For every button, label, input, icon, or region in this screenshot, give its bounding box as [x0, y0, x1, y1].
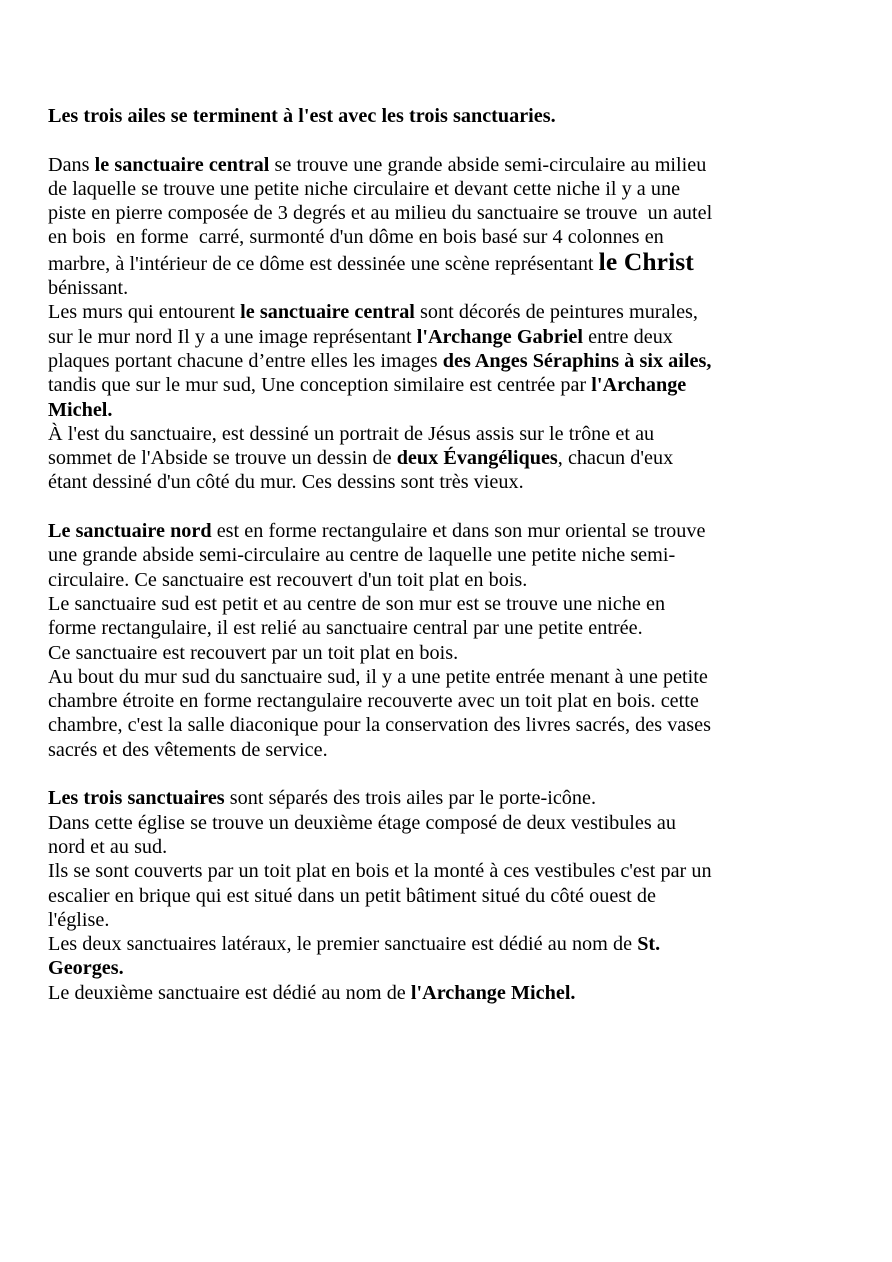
text-run: Les trois sanctuaires [48, 787, 225, 810]
text-line [48, 225, 830, 249]
text-line [48, 201, 830, 225]
blank-line-3 [48, 762, 830, 786]
text-line [48, 568, 830, 592]
text-run: l'Archange [591, 374, 687, 397]
text-line [48, 422, 830, 446]
text-run: entre deux [583, 325, 673, 348]
text-line [48, 470, 830, 494]
text-run: sacrés et des vêtements de service. [48, 738, 328, 761]
text-run: le sanctuaire central [94, 153, 270, 176]
text-line [48, 543, 830, 567]
text-line [48, 932, 830, 956]
text-line [48, 592, 830, 616]
text-run: Au bout du mur sud du sanctuaire sud, il y a une petite entrée menant à une petite [48, 665, 708, 688]
text-run: deux Évangéliques [396, 447, 558, 470]
text-line [48, 616, 830, 640]
text-run: Dans [48, 153, 95, 176]
text-run: marbre, à l'intérieur de ce dôme est dessinée une scène représentant [48, 252, 599, 275]
text-line [48, 738, 830, 762]
text-line [48, 859, 830, 883]
text-run: le Christ [598, 246, 694, 276]
document-heading [48, 104, 830, 128]
text-line [48, 811, 830, 835]
text-run: circulaire. Ce sanctuaire est recouvert d'un toit plat en bois. [48, 568, 528, 591]
text-run: forme rectangulaire, il est relié au sanctuaire central par une petite entrée. [48, 617, 643, 640]
text-line [48, 398, 830, 422]
text-run: Michel. [48, 398, 113, 421]
text-run: St. [637, 933, 661, 956]
text-run: Georges. [48, 957, 124, 980]
text-run: Ils se sont couverts par un toit plat en bois et la monté à ces vestibules c'est par un [48, 860, 712, 883]
text-line [48, 246, 830, 276]
text-run: l'église. [48, 908, 110, 931]
text-line [48, 786, 830, 810]
text-run: étant dessiné d'un côté du mur. Ces dessins sont très vieux. [48, 471, 524, 494]
text-line [48, 665, 830, 689]
text-line [48, 956, 830, 980]
text-line [48, 300, 830, 324]
text-run: l'Archange Michel. [410, 981, 576, 1004]
text-line [48, 689, 830, 713]
text-run: À l'est du sanctuaire, est dessiné un portrait de Jésus assis sur le trône et au [48, 422, 655, 445]
text-run: tandis que sur le mur sud, Une conception similaire est centrée par [48, 374, 592, 397]
text-run: l'Archange Gabriel [416, 325, 583, 348]
text-line [48, 908, 830, 932]
text-run: , chacun d'eux [557, 447, 674, 470]
text-line [48, 981, 830, 1005]
text-run: est en forme rectangulaire et dans son mur oriental se trouve [211, 520, 706, 543]
text-line [48, 349, 830, 373]
text-run: sur le mur nord Il y a une image représentant [48, 325, 417, 348]
text-run: plaques portant chacune d’entre elles les images [48, 349, 443, 372]
text-line [48, 373, 830, 397]
text-run: Les murs qui entourent [48, 301, 241, 324]
text-run: chambre, c'est la salle diaconique pour la conservation des livres sacrés, des vases [48, 714, 711, 737]
text-run: sont séparés des trois ailes par le porte-icône. [224, 787, 596, 810]
text-run: Ce sanctuaire est recouvert par un toit plat en bois. [48, 641, 459, 664]
document-body [48, 104, 830, 1005]
text-run: Le sanctuaire nord [48, 520, 212, 543]
text-run: nord et au sud. [48, 835, 168, 858]
paragraph-block-central-sanctuary [48, 153, 830, 495]
text-run: en bois en forme carré, surmonté d'un dôme en bois basé sur 4 colonnes en [48, 226, 664, 249]
text-run: Les deux sanctuaires latéraux, le premier sanctuaire est dédié au nom de [48, 933, 638, 956]
text-run: se trouve une grande abside semi-circulaire au milieu [269, 153, 707, 176]
text-line [48, 713, 830, 737]
text-line [48, 276, 830, 300]
text-run: le sanctuaire central [240, 301, 415, 324]
text-run: Dans cette église se trouve un deuxième étage composé de deux vestibules au [48, 811, 676, 834]
text-line [48, 641, 830, 665]
text-line [48, 446, 830, 470]
text-run: Le sanctuaire sud est petit et au centre de son mur est se trouve une niche en [48, 592, 666, 615]
text-line [48, 153, 830, 177]
text-run: sont décorés de peintures murales, [414, 301, 698, 324]
text-run: chambre étroite en forme rectangulaire recouverte avec un toit plat en bois. cette [48, 690, 699, 713]
text-line [48, 835, 830, 859]
text-run: Le deuxième sanctuaire est dédié au nom de [48, 981, 411, 1004]
text-line [48, 884, 830, 908]
text-run: escalier en brique qui est situé dans un petit bâtiment situé du côté ouest de [48, 884, 656, 907]
paragraph-block-three-sanctuaries [48, 786, 830, 1005]
heading-text: Les trois ailes se terminent à l'est avec les trois sanctuaries. [48, 105, 556, 127]
text-run: sommet de l'Abside se trouve un dessin de [48, 447, 397, 470]
text-line [48, 519, 830, 543]
text-run: une grande abside semi-circulaire au centre de laquelle une petite niche semi- [48, 544, 676, 567]
text-run: de laquelle se trouve une petite niche circulaire et devant cette niche il y a une [48, 177, 681, 200]
text-line [48, 325, 830, 349]
blank-line-1 [48, 128, 830, 152]
blank-line-2 [48, 495, 830, 519]
paragraph-block-north-south-sanctuaries [48, 519, 830, 762]
text-line [48, 177, 830, 201]
text-run: piste en pierre composée de 3 degrés et au milieu du sanctuaire se trouve un autel [48, 202, 713, 225]
text-run: des Anges Séraphins à six ailes, [442, 349, 712, 372]
text-run: bénissant. [48, 277, 129, 300]
